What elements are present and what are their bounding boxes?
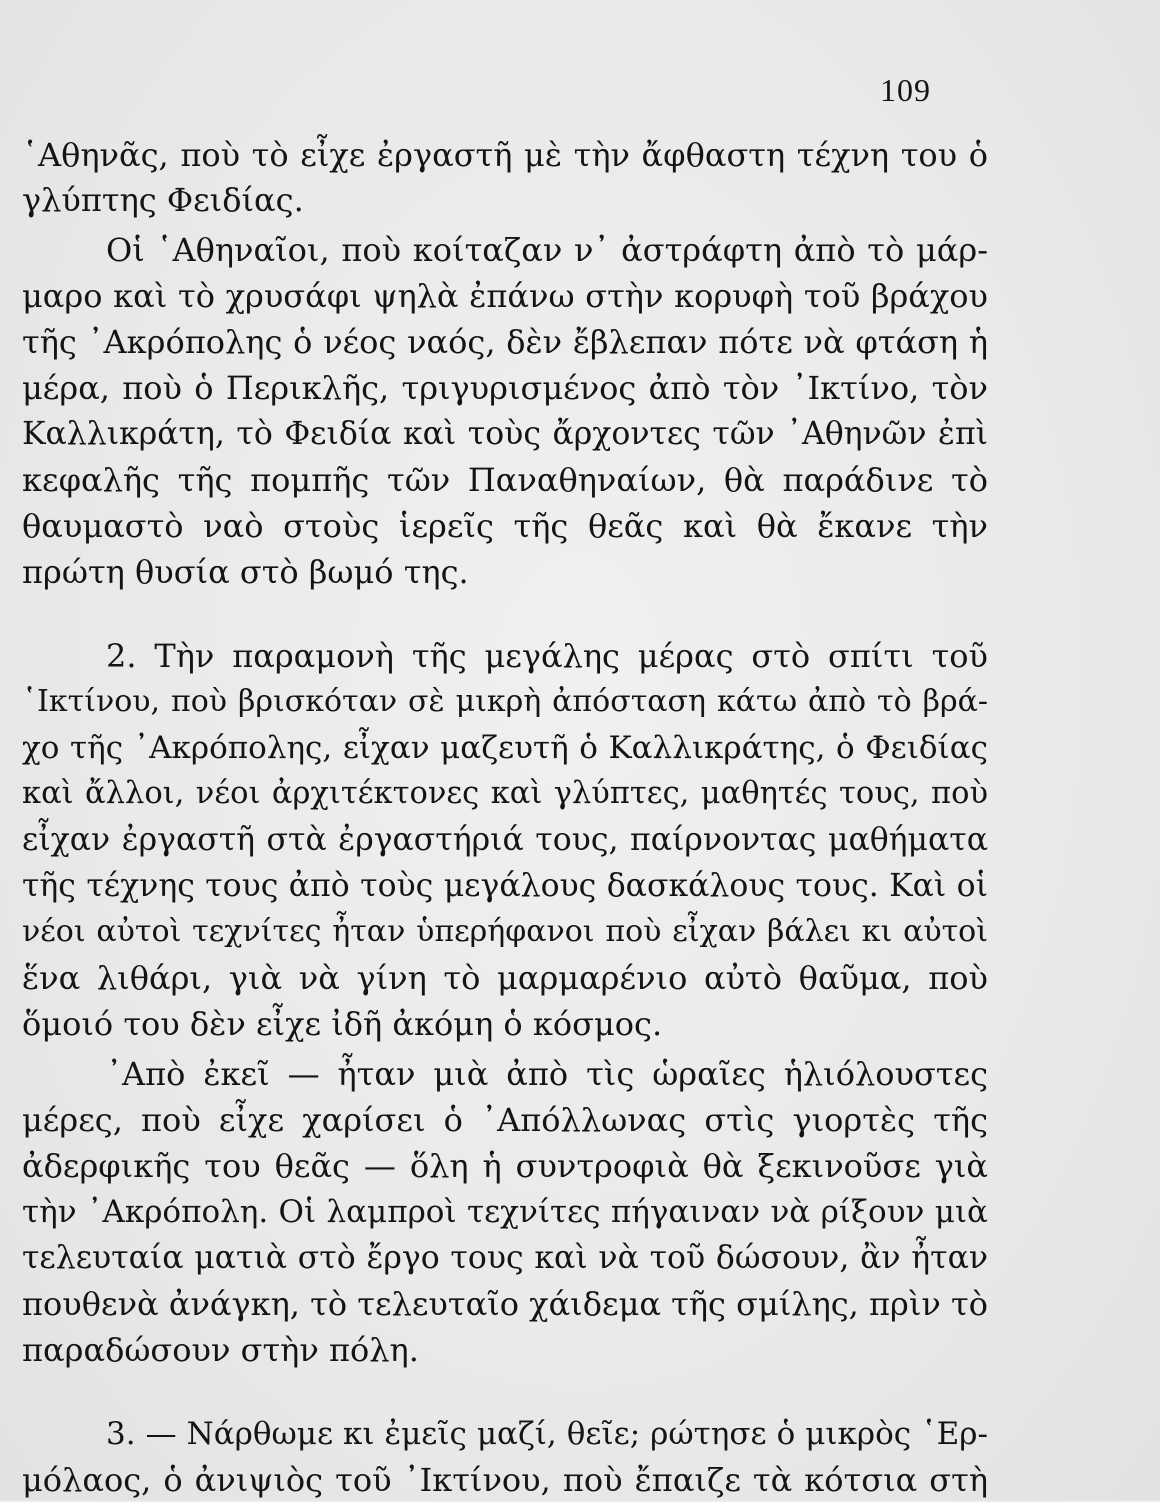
text-line: 3. — Νάρθωμε κι ἐμεῖς μαζί, θεῖε; ρώτησε ὁ μικρὸς ῾Ερ- — [106, 1416, 988, 1452]
text-line: τὴν ᾽Ακρόπολη. Οἱ λαμπροὶ τεχνίτες πήγαιναν νὰ ρίξουν μιὰ — [22, 1194, 988, 1230]
text-line: τῆς ᾽Ακρόπολης ὁ νέος ναός, δὲν ἔβλεπαν πότε νὰ φτάση ἡ — [22, 323, 988, 361]
text-line: μέρες, ποὺ εἶχε χαρίσει ὁ ᾽Απόλλωνας στὶς γιορτὲς τῆς — [22, 1101, 988, 1139]
text-line: ὅμοιό του δὲν εἶχε ἰδῆ ἀκόμη ὁ κόσμος. — [22, 1005, 663, 1043]
text-line: κεφαλῆς τῆς πομπῆς τῶν Παναθηναίων, θὰ παράδινε τὸ — [22, 461, 988, 499]
page-number: 109 — [880, 72, 931, 108]
text-line: ῾Αθηνᾶς, ποὺ τὸ εἶχε ἐργαστῆ μὲ τὴν ἄφθαστη τέχνη του ὁ — [22, 136, 988, 174]
text-line: νέοι αὐτοὶ τεχνίτες ἦταν ὑπερήφανοι ποὺ εἶχαν βάλει κι αὐτοὶ — [22, 914, 988, 949]
text-line: τῆς τέχνης τους ἀπὸ τοὺς μεγάλους δασκάλους τους. Καὶ οἱ — [22, 868, 988, 904]
text-line: τελευταία ματιὰ στὸ ἔργο τους καὶ νὰ τοῦ δώσουν, ἂν ἦταν — [22, 1240, 988, 1276]
text-line: θαυμαστὸ ναὸ στοὺς ἱερεῖς τῆς θεᾶς καὶ θὰ ἔκανε τὴν — [22, 507, 988, 545]
text-line: πουθενὰ ἀνάγκη, τὸ τελευταῖο χάιδεμα τῆς σμίλης, πρὶν τὸ — [22, 1285, 988, 1323]
text-line: χο τῆς ᾽Ακρόπολης, εἶχαν μαζευτῆ ὁ Καλλικράτης, ὁ Φειδίας — [22, 730, 988, 766]
text-line: εἶχαν ἐργαστῆ στὰ ἐργαστήριά τους, παίρνοντας μαθήματα — [22, 822, 988, 858]
text-line: 2. Τὴν παραμονὴ τῆς μεγάλης μέρας στὸ σπίτι τοῦ — [106, 637, 988, 675]
text-line: μέρα, ποὺ ὁ Περικλῆς, τριγυρισμένος ἀπὸ τὸν ᾽Ικτίνο, τὸν — [22, 369, 988, 407]
text-line: ἀδερφικῆς του θεᾶς — ὅλη ἡ συντροφιὰ θὰ ξεκινοῦσε γιὰ — [22, 1147, 988, 1185]
text-line: ῾Ικτίνου, ποὺ βρισκόταν σὲ μικρὴ ἀπόσταση κάτω ἀπὸ τὸ βρά- — [22, 684, 988, 719]
text-line: μόλαος, ὁ ἀνιψιὸς τοῦ ᾽Ικτίνου, ποὺ ἔπαιζε τὰ κότσια στὴ — [22, 1461, 988, 1499]
text-line: Καλλικράτη, τὸ Φειδία καὶ τοὺς ἄρχοντες τῶν ᾽Αθηνῶν ἐπὶ — [22, 416, 988, 452]
text-line: πρώτη θυσία στὸ βωμό της. — [22, 553, 469, 591]
text-line: παραδώσουν στὴν πόλη. — [22, 1331, 419, 1369]
text-line: γλύπτης Φειδίας. — [22, 181, 304, 219]
text-line: καὶ ἄλλοι, νέοι ἀρχιτέκτονες καὶ γλύπτες, μαθητές τους, ποὺ — [22, 776, 988, 811]
text-line: μαρο καὶ τὸ χρυσάφι ψηλὰ ἐπάνω στὴν κορυφὴ τοῦ βράχου — [22, 277, 988, 315]
text-line: Οἱ ῾Αθηναῖοι, ποὺ κοίταζαν ν᾽ ἀστράφτη ἀπὸ τὸ μάρ- — [106, 231, 988, 269]
text-line: ἕνα λιθάρι, γιὰ νὰ γίνη τὸ μαρμαρένιο αὐτὸ θαῦμα, ποὺ — [22, 959, 988, 997]
text-line: ᾽Απὸ ἐκεῖ — ἦταν μιὰ ἀπὸ τὶς ὡραῖες ἡλιόλουστες — [106, 1055, 988, 1093]
